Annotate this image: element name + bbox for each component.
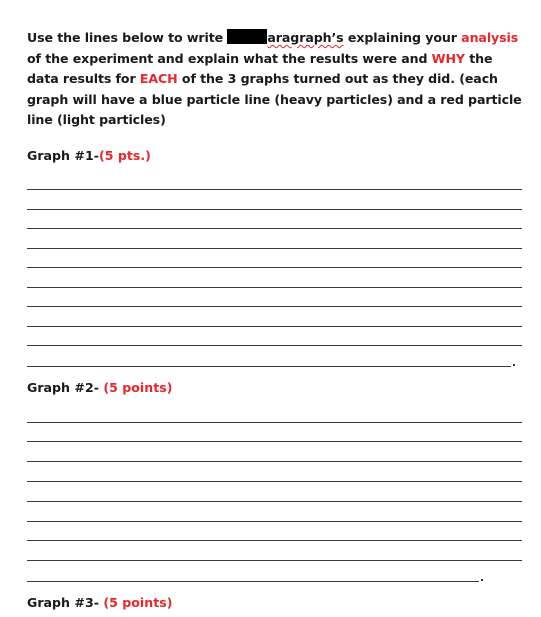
answer-line[interactable] bbox=[27, 228, 522, 229]
line-end-period bbox=[513, 364, 515, 366]
answer-line[interactable] bbox=[27, 422, 522, 423]
graph-2-heading bbox=[27, 380, 172, 396]
answer-line[interactable] bbox=[27, 326, 522, 327]
graph-3-heading bbox=[27, 595, 172, 611]
answer-line[interactable] bbox=[27, 521, 522, 522]
instructions-paragraph bbox=[27, 28, 527, 131]
answer-line[interactable] bbox=[27, 267, 522, 268]
answer-line[interactable] bbox=[27, 560, 522, 561]
graph-2-points: (5 points) bbox=[103, 380, 173, 395]
instructions-text-4: the data results for bbox=[27, 50, 493, 86]
instructions-text-2: explaining your bbox=[343, 30, 462, 45]
answer-line[interactable] bbox=[27, 461, 522, 462]
answer-line[interactable] bbox=[27, 501, 522, 502]
answer-line[interactable] bbox=[27, 481, 522, 482]
instructions-text-3: of the experiment and explain what the results were and bbox=[27, 50, 432, 66]
instructions-text-1: Use the lines below to write bbox=[27, 30, 228, 45]
answer-line[interactable] bbox=[27, 248, 522, 249]
redaction-box bbox=[227, 29, 267, 44]
graph-3-points: (5 points) bbox=[103, 595, 173, 610]
answer-line[interactable] bbox=[27, 345, 522, 346]
answer-line[interactable] bbox=[27, 306, 522, 307]
answer-line[interactable] bbox=[27, 581, 479, 582]
instructions-text-5: of the 3 graphs turned out as they did. (each graph will have a blue particle line (heavy particles) and a red particle line (light particles) bbox=[27, 71, 522, 127]
answer-line[interactable] bbox=[27, 540, 522, 541]
graph-2-label: Graph #2- bbox=[27, 380, 104, 395]
why-keyword: WHY bbox=[431, 50, 465, 66]
answer-line[interactable] bbox=[27, 189, 522, 190]
graph-1-label: Graph #1- bbox=[27, 148, 99, 163]
line-end-period bbox=[481, 579, 483, 581]
graph-3-label: Graph #3- bbox=[27, 595, 104, 610]
answer-line[interactable] bbox=[27, 366, 511, 367]
analysis-keyword: analysis bbox=[461, 30, 519, 45]
answer-line[interactable] bbox=[27, 209, 522, 210]
graph-1-points: (5 pts.) bbox=[98, 148, 151, 163]
each-keyword: EACH bbox=[139, 71, 178, 86]
answer-line[interactable] bbox=[27, 287, 522, 288]
answer-line[interactable] bbox=[27, 441, 522, 442]
graph-1-heading bbox=[27, 148, 151, 164]
instructions-text-paragraphs: aragraph’s bbox=[267, 30, 344, 45]
